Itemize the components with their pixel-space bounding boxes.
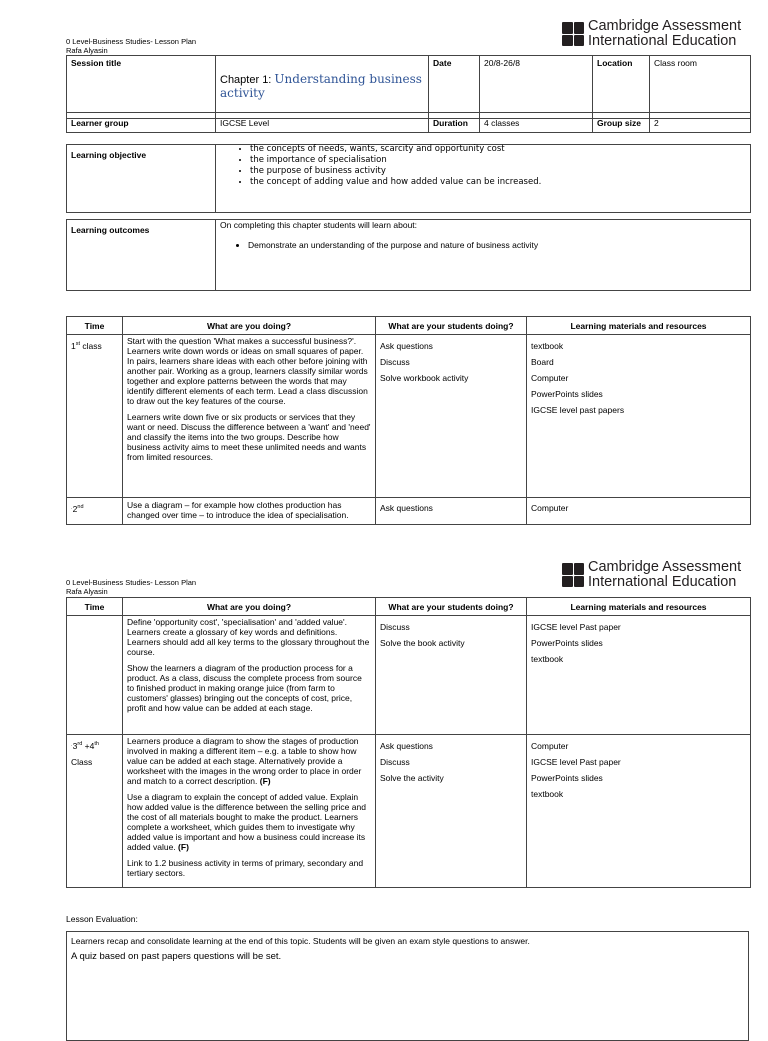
evaluation-label: Lesson Evaluation:	[66, 914, 138, 924]
row3-time	[67, 616, 123, 735]
outcomes-list	[220, 240, 746, 251]
objective-list	[236, 144, 746, 188]
objective-item: • the concept of adding value and how added value can be increased.	[250, 177, 746, 188]
duration-label: Duration	[429, 113, 480, 133]
table-row	[67, 498, 751, 525]
objective-item: • the concepts of needs, wants, scarcity and opportunity cost	[250, 144, 746, 155]
objective-label: Learning objective	[67, 145, 216, 213]
logo-line2: International Education	[588, 33, 737, 49]
date-value: 20/8-26/8	[480, 56, 593, 119]
location-value: Class room	[650, 56, 751, 119]
col-doing-header: What are you doing?	[123, 317, 376, 335]
col-materials-header: Learning materials and resources	[527, 598, 751, 616]
objective-list-cell	[216, 145, 751, 213]
plan-table-page1	[66, 316, 751, 525]
row3-doing	[123, 616, 376, 735]
col-students-header: What are your students doing?	[376, 317, 527, 335]
evaluation-line1: Learners recap and consolidate learning at the end of this topic. Students will be given an exam style questions to answer.	[71, 936, 530, 946]
group-size-label: Group size	[593, 113, 650, 133]
chapter-prefix: Chapter 1:	[220, 74, 275, 86]
header-course: 0 Level-Business Studies- Lesson Plan	[66, 578, 197, 587]
outcomes-cell	[216, 220, 751, 291]
row4-time: ˈ3rd +4th Class	[67, 735, 123, 888]
table-row	[67, 616, 751, 735]
logo-line1: Cambridge Assessment	[588, 559, 742, 575]
objective-item: • the purpose of business activity	[250, 166, 746, 177]
session-table	[66, 55, 751, 119]
row2-students: Ask questions	[376, 498, 527, 525]
row2-time: ˈ2nd	[67, 498, 123, 525]
location-label: Location	[593, 56, 650, 119]
row4-doing-p3: Link to 1.2 business activity in terms of primary, secondary and tertiary sectors.	[127, 858, 364, 878]
table-row	[67, 735, 751, 888]
learner-group-value: IGCSE Level	[216, 113, 429, 133]
row4-doing	[123, 735, 376, 888]
plan-table-page2	[66, 597, 751, 888]
cambridge-shield-icon	[562, 22, 584, 46]
learner-table	[66, 112, 751, 133]
row3-doing-p1: Define 'opportunity cost', 'specialisation' and 'added value'. Learners create a glossary of key words and definitions. Learners should add all key terms to the glossary throughout the course.	[127, 617, 370, 657]
objective-table	[66, 144, 751, 213]
row1-doing	[123, 335, 376, 498]
group-size-value: 2	[650, 113, 751, 133]
col-time-header: Time	[67, 317, 123, 335]
document-header-page2	[66, 578, 196, 596]
row1-doing-p2: Learners write down five or six products or services that they want or need. Discuss the difference between a 'want' and 'need' and classify the items into the two groups. Describe how business activity aims to meet these unlimited needs and wants from limited resources.	[127, 412, 371, 462]
learner-group-label: Learner group	[67, 113, 216, 133]
date-label: Date	[429, 56, 480, 119]
row1-students: Ask questions Discuss Solve workbook activity	[376, 335, 527, 498]
row2-doing: Use a diagram – for example how clothes production has changed over time – to introduce the idea of specialisation.	[123, 498, 376, 525]
cambridge-logo	[562, 19, 741, 49]
evaluation-line2: A quiz based on past papers questions will be set.	[71, 951, 282, 962]
session-title-label: Session title	[67, 56, 216, 119]
cambridge-logo	[562, 560, 741, 590]
row4-doing-p2: Use a diagram to explain the concept of added value. Explain how added value is the difference between the selling price and the cost of all materials bought to make the product. Learners complete a worksheet, which guides them to investigate why added value is important and how a business could increase its added value. (F)	[127, 792, 366, 852]
outcomes-label: Learning outcomes	[67, 220, 216, 291]
duration-value: 4 classes	[480, 113, 593, 133]
col-students-header: What are your students doing?	[376, 598, 527, 616]
col-time-header: Time	[67, 598, 123, 616]
row1-time: 1st class	[67, 335, 123, 498]
row4-students: Ask questions Discuss Solve the activity	[376, 735, 527, 888]
header-author: Rafa Alyasin	[66, 46, 108, 55]
col-materials-header: Learning materials and resources	[527, 317, 751, 335]
col-doing-header: What are you doing?	[123, 598, 376, 616]
outcomes-intro: On completing this chapter students will learn about:	[220, 220, 418, 230]
header-author: Rafa Alyasin	[66, 587, 108, 596]
cambridge-shield-icon	[562, 563, 584, 587]
logo-line2: International Education	[588, 574, 737, 590]
row2-materials: Computer	[527, 498, 751, 525]
objective-item: • the importance of specialisation	[250, 155, 746, 166]
row1-materials: textbook Board Computer PowerPoints slides IGCSE level past papers	[527, 335, 751, 498]
document-header	[66, 37, 196, 55]
row3-doing-p2: Show the learners a diagram of the production process for a product. As a class, discuss the complete process from source to finished product in making orange juice (from farm to customers' glasses) bringing out the concepts of cost, price, profit and how value can be added at each stage.	[127, 663, 362, 713]
row4-materials: Computer IGCSE level Past paper PowerPoints slides textbook	[527, 735, 751, 888]
session-title-value	[216, 56, 429, 119]
evaluation-box	[66, 931, 749, 1041]
logo-line1: Cambridge Assessment	[588, 18, 742, 34]
chapter-title: Understanding business activity	[220, 72, 422, 100]
row1-doing-p1: Start with the question 'What makes a successful business?'. Learners write down words or ideas on small squares of paper. In pairs, learners share ideas with each other before joining with another pair. Working as a group, learners classify similar words together and explore patterns between the words that may identify different elements of each term. Lead a class discussion to draw out the key features of the course.	[127, 336, 368, 406]
table-row	[67, 335, 751, 498]
row3-students: Discuss Solve the book activity	[376, 616, 527, 735]
outcome-item: • Demonstrate an understanding of the purpose and nature of business activity	[248, 240, 746, 251]
header-course: 0 Level-Business Studies- Lesson Plan	[66, 37, 197, 46]
row4-doing-p1: Learners produce a diagram to show the stages of production involved in making a different item – e.g. a table to show how value can be added at each stage. Alternatively provide a worksheet with the images in the wrong order to place in order and match to a correct description. (F)	[127, 736, 362, 786]
outcomes-table	[66, 219, 751, 291]
row3-materials: IGCSE level Past paper PowerPoints slides textbook	[527, 616, 751, 735]
